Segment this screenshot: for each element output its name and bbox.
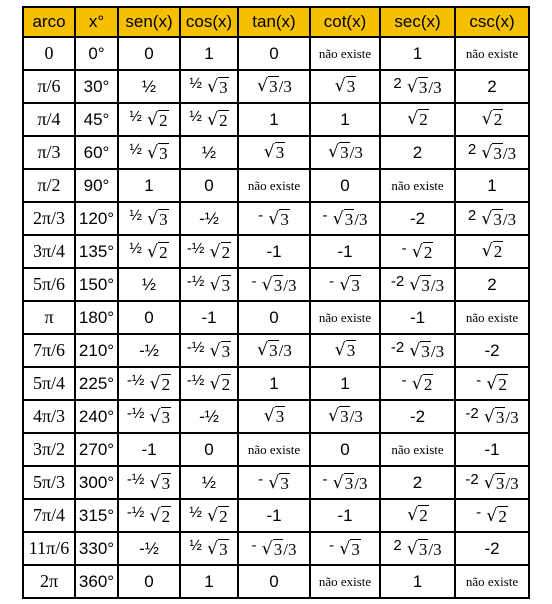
- table-row: [24, 500, 528, 531]
- table-cell: 330°: [76, 533, 117, 564]
- table-cell: não existe: [311, 566, 379, 597]
- table-cell: - √ 3/3: [311, 467, 379, 498]
- table-cell: √ 3: [239, 137, 309, 168]
- table-cell: 11π/6: [24, 533, 74, 564]
- table-cell: π/4: [24, 104, 74, 135]
- table-cell: 1: [181, 38, 237, 69]
- table-cell: - √ 3/3: [239, 269, 309, 300]
- table-cell: 1: [456, 170, 528, 201]
- table-cell: 0: [311, 434, 379, 465]
- table-cell: ½ √ 2: [181, 104, 237, 135]
- table-cell: 5π/6: [24, 269, 74, 300]
- table-cell: -½ √ 3: [119, 467, 179, 498]
- table-cell: 60°: [76, 137, 117, 168]
- table-cell: - √ 3: [311, 269, 379, 300]
- table-cell: -½: [181, 203, 237, 234]
- header-cell: sec(x): [381, 8, 454, 36]
- table-row: [24, 236, 528, 267]
- table-cell: 0°: [76, 38, 117, 69]
- table-cell: 2 √ 3/3: [456, 203, 528, 234]
- table-cell: - √ 2: [381, 236, 454, 267]
- table-cell: -2: [381, 401, 454, 432]
- table-cell: -1: [181, 302, 237, 333]
- table-cell: 0: [239, 302, 309, 333]
- table-cell: 315°: [76, 500, 117, 531]
- header-cell: tan(x): [239, 8, 309, 36]
- table-cell: 2 √ 3/3: [381, 71, 454, 102]
- table-cell: -2: [381, 203, 454, 234]
- table-cell: - √ 2: [456, 500, 528, 531]
- table-cell: -1: [311, 236, 379, 267]
- table-cell: 2: [456, 71, 528, 102]
- table-row: [24, 401, 528, 432]
- table-cell: -1: [239, 500, 309, 531]
- table-cell: não existe: [239, 170, 309, 201]
- table-cell: -1: [456, 434, 528, 465]
- table-cell: 0: [119, 566, 179, 597]
- table-cell: não existe: [381, 434, 454, 465]
- table-cell: π/6: [24, 71, 74, 102]
- table-cell: 360°: [76, 566, 117, 597]
- table-cell: √ 3/3: [311, 401, 379, 432]
- table-row: [24, 368, 528, 399]
- table-cell: -½ √ 2: [119, 368, 179, 399]
- table-cell: 1: [311, 104, 379, 135]
- table-cell: -1: [119, 434, 179, 465]
- table-cell: 2 √ 3/3: [381, 533, 454, 564]
- table-cell: - √ 3/3: [239, 533, 309, 564]
- table-cell: 1: [239, 368, 309, 399]
- table-cell: -1: [381, 302, 454, 333]
- table-row: [24, 335, 528, 366]
- table-cell: √ 2: [456, 104, 528, 135]
- table-cell: 2: [381, 137, 454, 168]
- table-cell: ½ √ 2: [181, 500, 237, 531]
- table-row: [24, 104, 528, 135]
- table-cell: 270°: [76, 434, 117, 465]
- table-cell: -½ √ 2: [119, 500, 179, 531]
- table-cell: -1: [311, 500, 379, 531]
- table-cell: -½ √ 3: [181, 335, 237, 366]
- table-cell: π: [24, 302, 74, 333]
- table-cell: não existe: [456, 566, 528, 597]
- table-row: [24, 302, 528, 333]
- table-row: [24, 467, 528, 498]
- trig-table-container: [22, 6, 528, 598]
- table-cell: 0: [239, 38, 309, 69]
- table-cell: 2π/3: [24, 203, 74, 234]
- table-cell: - √ 3: [239, 203, 309, 234]
- trig-table: [22, 6, 530, 599]
- header-cell: cot(x): [311, 8, 379, 36]
- table-cell: √ 2: [456, 236, 528, 267]
- table-cell: -½: [119, 533, 179, 564]
- table-cell: 0: [181, 434, 237, 465]
- table-cell: ½: [181, 137, 237, 168]
- table-cell: √ 2: [381, 104, 454, 135]
- table-cell: ½ √ 3: [181, 71, 237, 102]
- table-cell: não existe: [456, 302, 528, 333]
- table-cell: - √ 3: [239, 467, 309, 498]
- table-cell: 1: [381, 566, 454, 597]
- table-cell: 7π/4: [24, 500, 74, 531]
- table-cell: 0: [311, 170, 379, 201]
- table-cell: ½ √ 3: [119, 203, 179, 234]
- table-cell: 180°: [76, 302, 117, 333]
- table-cell: 135°: [76, 236, 117, 267]
- table-cell: √ 3/3: [239, 335, 309, 366]
- table-row: [24, 38, 528, 69]
- table-cell: não existe: [239, 434, 309, 465]
- table-row: [24, 533, 528, 564]
- table-cell: ½ √ 3: [181, 533, 237, 564]
- table-cell: 2: [456, 269, 528, 300]
- table-cell: 0: [239, 566, 309, 597]
- table-cell: não existe: [381, 170, 454, 201]
- table-cell: -2 √ 3/3: [456, 401, 528, 432]
- table-cell: 0: [119, 302, 179, 333]
- table-cell: 2: [381, 467, 454, 498]
- table-row: [24, 203, 528, 234]
- header-cell: sen(x): [119, 8, 179, 36]
- table-cell: -2 √ 3/3: [381, 335, 454, 366]
- table-cell: 1: [119, 170, 179, 201]
- table-cell: 150°: [76, 269, 117, 300]
- table-cell: 3π/2: [24, 434, 74, 465]
- table-cell: 0: [119, 38, 179, 69]
- table-cell: ½: [181, 467, 237, 498]
- table-cell: - √ 3: [311, 533, 379, 564]
- table-cell: 2 √ 3/3: [456, 137, 528, 168]
- table-cell: -½ √ 2: [181, 236, 237, 267]
- table-cell: 240°: [76, 401, 117, 432]
- table-cell: não existe: [311, 302, 379, 333]
- table-cell: - √ 3/3: [311, 203, 379, 234]
- table-cell: √ 3/3: [239, 71, 309, 102]
- table-cell: ½ √ 2: [119, 236, 179, 267]
- table-cell: não existe: [311, 38, 379, 69]
- table-row: [24, 566, 528, 597]
- table-cell: 0: [181, 170, 237, 201]
- table-row: [24, 434, 528, 465]
- table-cell: - √ 2: [456, 368, 528, 399]
- table-cell: ½: [119, 269, 179, 300]
- table-cell: 1: [181, 566, 237, 597]
- header-cell: cos(x): [181, 8, 237, 36]
- table-cell: -2: [456, 533, 528, 564]
- table-cell: √ 2: [381, 500, 454, 531]
- table-cell: 4π/3: [24, 401, 74, 432]
- header-cell: x°: [76, 8, 117, 36]
- table-row: [24, 170, 528, 201]
- table-cell: 45°: [76, 104, 117, 135]
- table-cell: ½: [119, 71, 179, 102]
- table-cell: -2 √ 3/3: [381, 269, 454, 300]
- table-cell: 225°: [76, 368, 117, 399]
- table-cell: 3π/4: [24, 236, 74, 267]
- table-cell: 90°: [76, 170, 117, 201]
- table-cell: -2: [456, 335, 528, 366]
- table-cell: ½ √ 2: [119, 104, 179, 135]
- table-row: [24, 137, 528, 168]
- table-row: [24, 269, 528, 300]
- table-cell: 7π/6: [24, 335, 74, 366]
- table-cell: -2 √ 3/3: [456, 467, 528, 498]
- table-cell: -½ √ 3: [181, 269, 237, 300]
- table-cell: 0: [24, 38, 74, 69]
- table-cell: π/3: [24, 137, 74, 168]
- table-cell: 120°: [76, 203, 117, 234]
- table-cell: 5π/4: [24, 368, 74, 399]
- table-row: [24, 71, 528, 102]
- table-cell: 5π/3: [24, 467, 74, 498]
- header-cell: csc(x): [456, 8, 528, 36]
- table-cell: 300°: [76, 467, 117, 498]
- table-cell: √ 3/3: [311, 137, 379, 168]
- table-cell: 30°: [76, 71, 117, 102]
- table-cell: √ 3: [239, 401, 309, 432]
- table-cell: -½: [181, 401, 237, 432]
- table-cell: - √ 2: [381, 368, 454, 399]
- table-cell: -½ √ 3: [119, 401, 179, 432]
- table-cell: √ 3: [311, 335, 379, 366]
- table-cell: não existe: [456, 38, 528, 69]
- table-cell: ½ √ 3: [119, 137, 179, 168]
- table-cell: -1: [239, 236, 309, 267]
- table-cell: 2π: [24, 566, 74, 597]
- table-cell: 1: [311, 368, 379, 399]
- header-row: [24, 8, 528, 36]
- table-cell: 1: [381, 38, 454, 69]
- table-cell: -½: [119, 335, 179, 366]
- table-cell: √ 3: [311, 71, 379, 102]
- table-cell: π/2: [24, 170, 74, 201]
- table-cell: 210°: [76, 335, 117, 366]
- table-cell: -½ √ 2: [181, 368, 237, 399]
- table-cell: 1: [239, 104, 309, 135]
- header-cell: arco: [24, 8, 74, 36]
